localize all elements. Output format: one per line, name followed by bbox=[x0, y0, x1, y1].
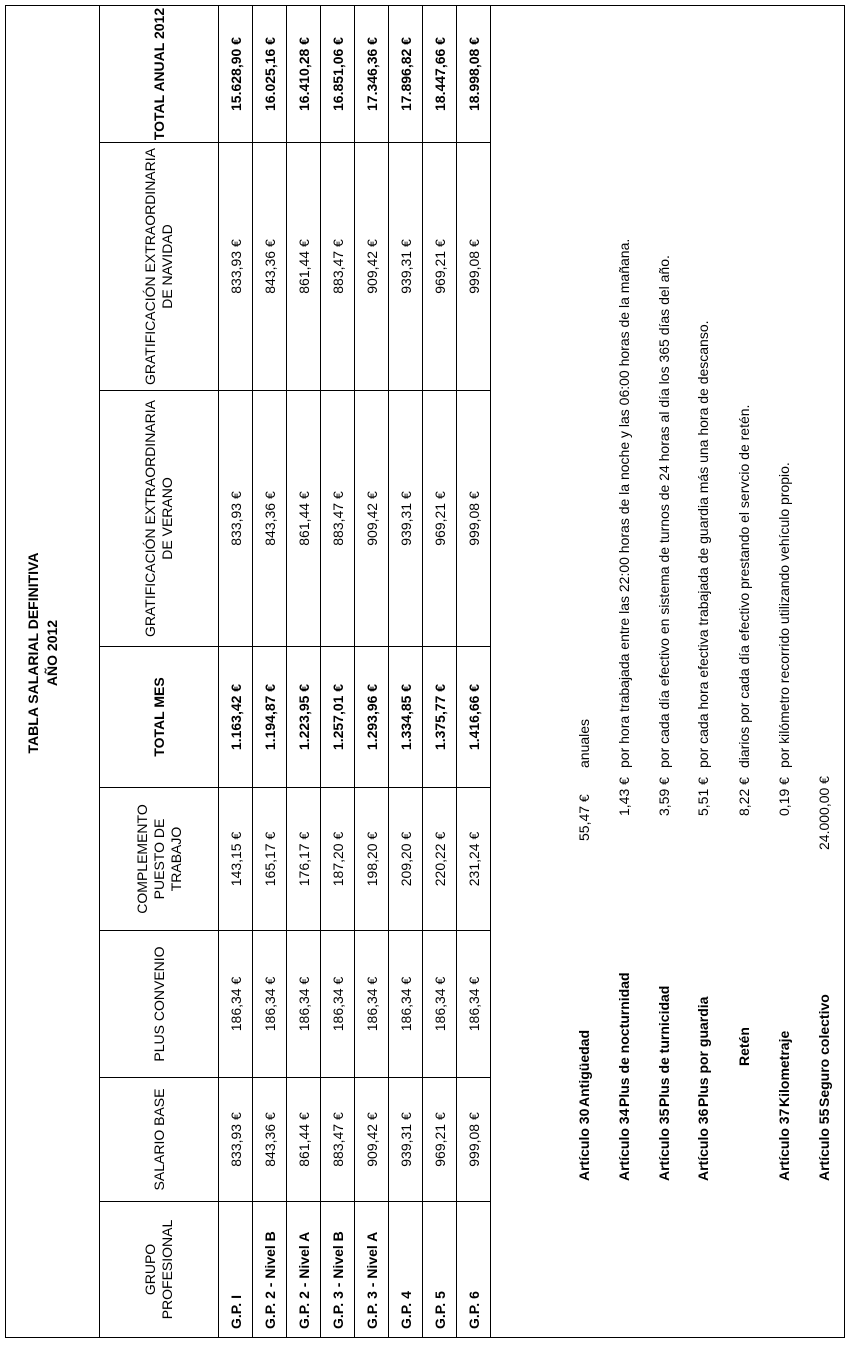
cell-grat-verano: 969,21 € bbox=[423, 391, 457, 647]
note-article: Artículo 35 bbox=[656, 1108, 672, 1181]
cell-plus-convenio: 186,34 € bbox=[321, 931, 355, 1078]
table-row bbox=[321, 6, 355, 1338]
cell-complemento: 220,22 € bbox=[423, 788, 457, 931]
cell-total-anual: 17.896,82 € bbox=[389, 6, 423, 143]
cell-total-mes: 1.223,95 € bbox=[287, 647, 321, 788]
cell-salario-base: 883,47 € bbox=[321, 1078, 355, 1202]
note-article: Artículo 36 bbox=[695, 1108, 711, 1181]
note-description: por hora trabajada entre las 22:00 horas de la noche y las 06:00 horas de la mañana. bbox=[616, 238, 632, 768]
note-amount: 24.000,00 € bbox=[816, 776, 832, 850]
cell-grupo: G.P. 5 bbox=[423, 1202, 457, 1338]
cell-grat-verano: 909,42 € bbox=[355, 391, 389, 647]
note-article: Artículo 30 bbox=[576, 1108, 592, 1181]
cell-total-mes: 1.163,42 € bbox=[219, 647, 253, 788]
note-row bbox=[614, 0, 634, 1346]
note-concept: Plus de turnicidad bbox=[656, 985, 672, 1107]
table-row bbox=[389, 6, 423, 1338]
cell-plus-convenio: 186,34 € bbox=[389, 931, 423, 1078]
cell-grat-navidad: 833,93 € bbox=[219, 143, 253, 391]
cell-total-anual: 16.410,28 € bbox=[287, 6, 321, 143]
note-row bbox=[654, 0, 674, 1346]
table-row bbox=[355, 6, 389, 1338]
header-complemento: COMPLEMENTO PUESTO DE TRABAJO bbox=[100, 788, 219, 931]
note-amount: 3,59 € bbox=[656, 777, 672, 816]
note-row bbox=[774, 0, 794, 1346]
table-row bbox=[423, 6, 457, 1338]
cell-grat-navidad: 999,08 € bbox=[457, 143, 491, 391]
note-concept: Plus de nocturnidad bbox=[616, 972, 632, 1107]
cell-total-anual: 15.628,90 € bbox=[219, 6, 253, 143]
cell-grupo: G.P. I bbox=[219, 1202, 253, 1338]
note-amount: 5,51 € bbox=[695, 777, 711, 816]
cell-grat-verano: 843,36 € bbox=[253, 391, 287, 647]
header-plus-convenio: PLUS CONVENIO bbox=[100, 931, 219, 1078]
cell-grat-navidad: 843,36 € bbox=[253, 143, 287, 391]
cell-grupo: G.P. 3 - Nivel B bbox=[321, 1202, 355, 1338]
cell-grat-verano: 861,44 € bbox=[287, 391, 321, 647]
cell-plus-convenio: 186,34 € bbox=[457, 931, 491, 1078]
cell-grat-navidad: 883,47 € bbox=[321, 143, 355, 391]
cell-plus-convenio: 186,34 € bbox=[423, 931, 457, 1078]
document-title bbox=[24, 533, 62, 773]
table-row bbox=[253, 6, 287, 1338]
cell-grupo: G.P. 2 - Nivel A bbox=[287, 1202, 321, 1338]
note-concept: Seguro colectivo bbox=[816, 994, 832, 1107]
cell-plus-convenio: 186,34 € bbox=[287, 931, 321, 1078]
note-description: anuales bbox=[576, 718, 592, 768]
cell-plus-convenio: 186,34 € bbox=[219, 931, 253, 1078]
note-description: por cada día efectivo en sistema de turnos de 24 horas al día los 365 días del año. bbox=[656, 255, 672, 768]
cell-grupo: G.P. 3 - Nivel A bbox=[355, 1202, 389, 1338]
subtitle-line: AÑO 2012 bbox=[44, 619, 60, 687]
cell-complemento: 198,20 € bbox=[355, 788, 389, 931]
cell-grat-verano: 939,31 € bbox=[389, 391, 423, 647]
note-amount: 8,22 € bbox=[736, 777, 752, 816]
note-concept: Antigüedad bbox=[576, 1030, 592, 1107]
header-salario-base: SALARIO BASE bbox=[100, 1078, 219, 1202]
note-concept: Kilometraje bbox=[776, 1030, 792, 1107]
salary-table bbox=[99, 5, 491, 1338]
note-article: Artículo 34 bbox=[616, 1108, 632, 1181]
cell-complemento: 209,20 € bbox=[389, 788, 423, 931]
note-amount: 55,47 € bbox=[576, 794, 592, 841]
cell-salario-base: 999,08 € bbox=[457, 1078, 491, 1202]
note-concept: Plus por guardia bbox=[695, 996, 711, 1107]
note-concept: Retén bbox=[736, 1027, 752, 1066]
note-description: diarios por cada día efectivo prestando el servcio de retén. bbox=[736, 404, 752, 768]
cell-grat-navidad: 969,21 € bbox=[423, 143, 457, 391]
note-row bbox=[693, 0, 713, 1346]
cell-grat-navidad: 909,42 € bbox=[355, 143, 389, 391]
header-grat-verano: GRATIFICACIÓN EXTRAORDINARIA DE VERANO bbox=[100, 391, 219, 647]
note-row bbox=[814, 0, 834, 1346]
cell-total-mes: 1.194,87 € bbox=[253, 647, 287, 788]
note-row bbox=[574, 0, 594, 1346]
cell-grat-verano: 883,47 € bbox=[321, 391, 355, 647]
cell-grupo: G.P. 2 - Nivel B bbox=[253, 1202, 287, 1338]
cell-grupo: G.P. 6 bbox=[457, 1202, 491, 1338]
header-grupo: GRUPO PROFESIONAL bbox=[100, 1202, 219, 1338]
notes-section bbox=[574, 0, 844, 1346]
cell-grat-verano: 999,08 € bbox=[457, 391, 491, 647]
cell-salario-base: 969,21 € bbox=[423, 1078, 457, 1202]
cell-salario-base: 833,93 € bbox=[219, 1078, 253, 1202]
cell-total-mes: 1.375,77 € bbox=[423, 647, 457, 788]
table-row bbox=[287, 6, 321, 1338]
note-article: Artículo 55 bbox=[816, 1108, 832, 1181]
cell-total-anual: 17.346,36 € bbox=[355, 6, 389, 143]
note-row bbox=[734, 0, 754, 1346]
note-description: por cada hora efectiva trabajada de guardia más una hora de descanso. bbox=[695, 320, 711, 768]
header-total-mes: TOTAL MES bbox=[100, 647, 219, 788]
note-description: por kilómetro recorrido utilizando vehículo propio. bbox=[776, 462, 792, 768]
cell-plus-convenio: 186,34 € bbox=[253, 931, 287, 1078]
cell-salario-base: 939,31 € bbox=[389, 1078, 423, 1202]
note-amount: 1,43 € bbox=[616, 777, 632, 816]
cell-total-mes: 1.334,85 € bbox=[389, 647, 423, 788]
cell-complemento: 231,24 € bbox=[457, 788, 491, 931]
table-row bbox=[457, 6, 491, 1338]
cell-salario-base: 861,44 € bbox=[287, 1078, 321, 1202]
cell-total-mes: 1.293,96 € bbox=[355, 647, 389, 788]
cell-complemento: 143,15 € bbox=[219, 788, 253, 931]
cell-total-anual: 18.447,66 € bbox=[423, 6, 457, 143]
cell-complemento: 165,17 € bbox=[253, 788, 287, 931]
cell-complemento: 176,17 € bbox=[287, 788, 321, 931]
cell-total-anual: 18.998,08 € bbox=[457, 6, 491, 143]
cell-plus-convenio: 186,34 € bbox=[355, 931, 389, 1078]
cell-grat-verano: 833,93 € bbox=[219, 391, 253, 647]
note-amount: 0,19 € bbox=[776, 777, 792, 816]
cell-salario-base: 843,36 € bbox=[253, 1078, 287, 1202]
cell-grat-navidad: 939,31 € bbox=[389, 143, 423, 391]
header-total-anual: TOTAL ANUAL 2012 bbox=[100, 6, 219, 143]
cell-grat-navidad: 861,44 € bbox=[287, 143, 321, 391]
header-grat-navidad: GRATIFICACIÓN EXTRAORDINARIA DE NAVIDAD bbox=[100, 143, 219, 391]
table-row bbox=[219, 6, 253, 1338]
cell-total-anual: 16.851,06 € bbox=[321, 6, 355, 143]
cell-grupo: G.P. 4 bbox=[389, 1202, 423, 1338]
cell-total-mes: 1.257,01 € bbox=[321, 647, 355, 788]
cell-total-mes: 1.416,66 € bbox=[457, 647, 491, 788]
cell-total-anual: 16.025,16 € bbox=[253, 6, 287, 143]
cell-complemento: 187,20 € bbox=[321, 788, 355, 931]
title-line: TABLA SALARIAL DEFINITIVA bbox=[25, 552, 41, 754]
table-header-row bbox=[100, 6, 219, 1338]
cell-salario-base: 909,42 € bbox=[355, 1078, 389, 1202]
note-article: Artículo 37 bbox=[776, 1108, 792, 1181]
